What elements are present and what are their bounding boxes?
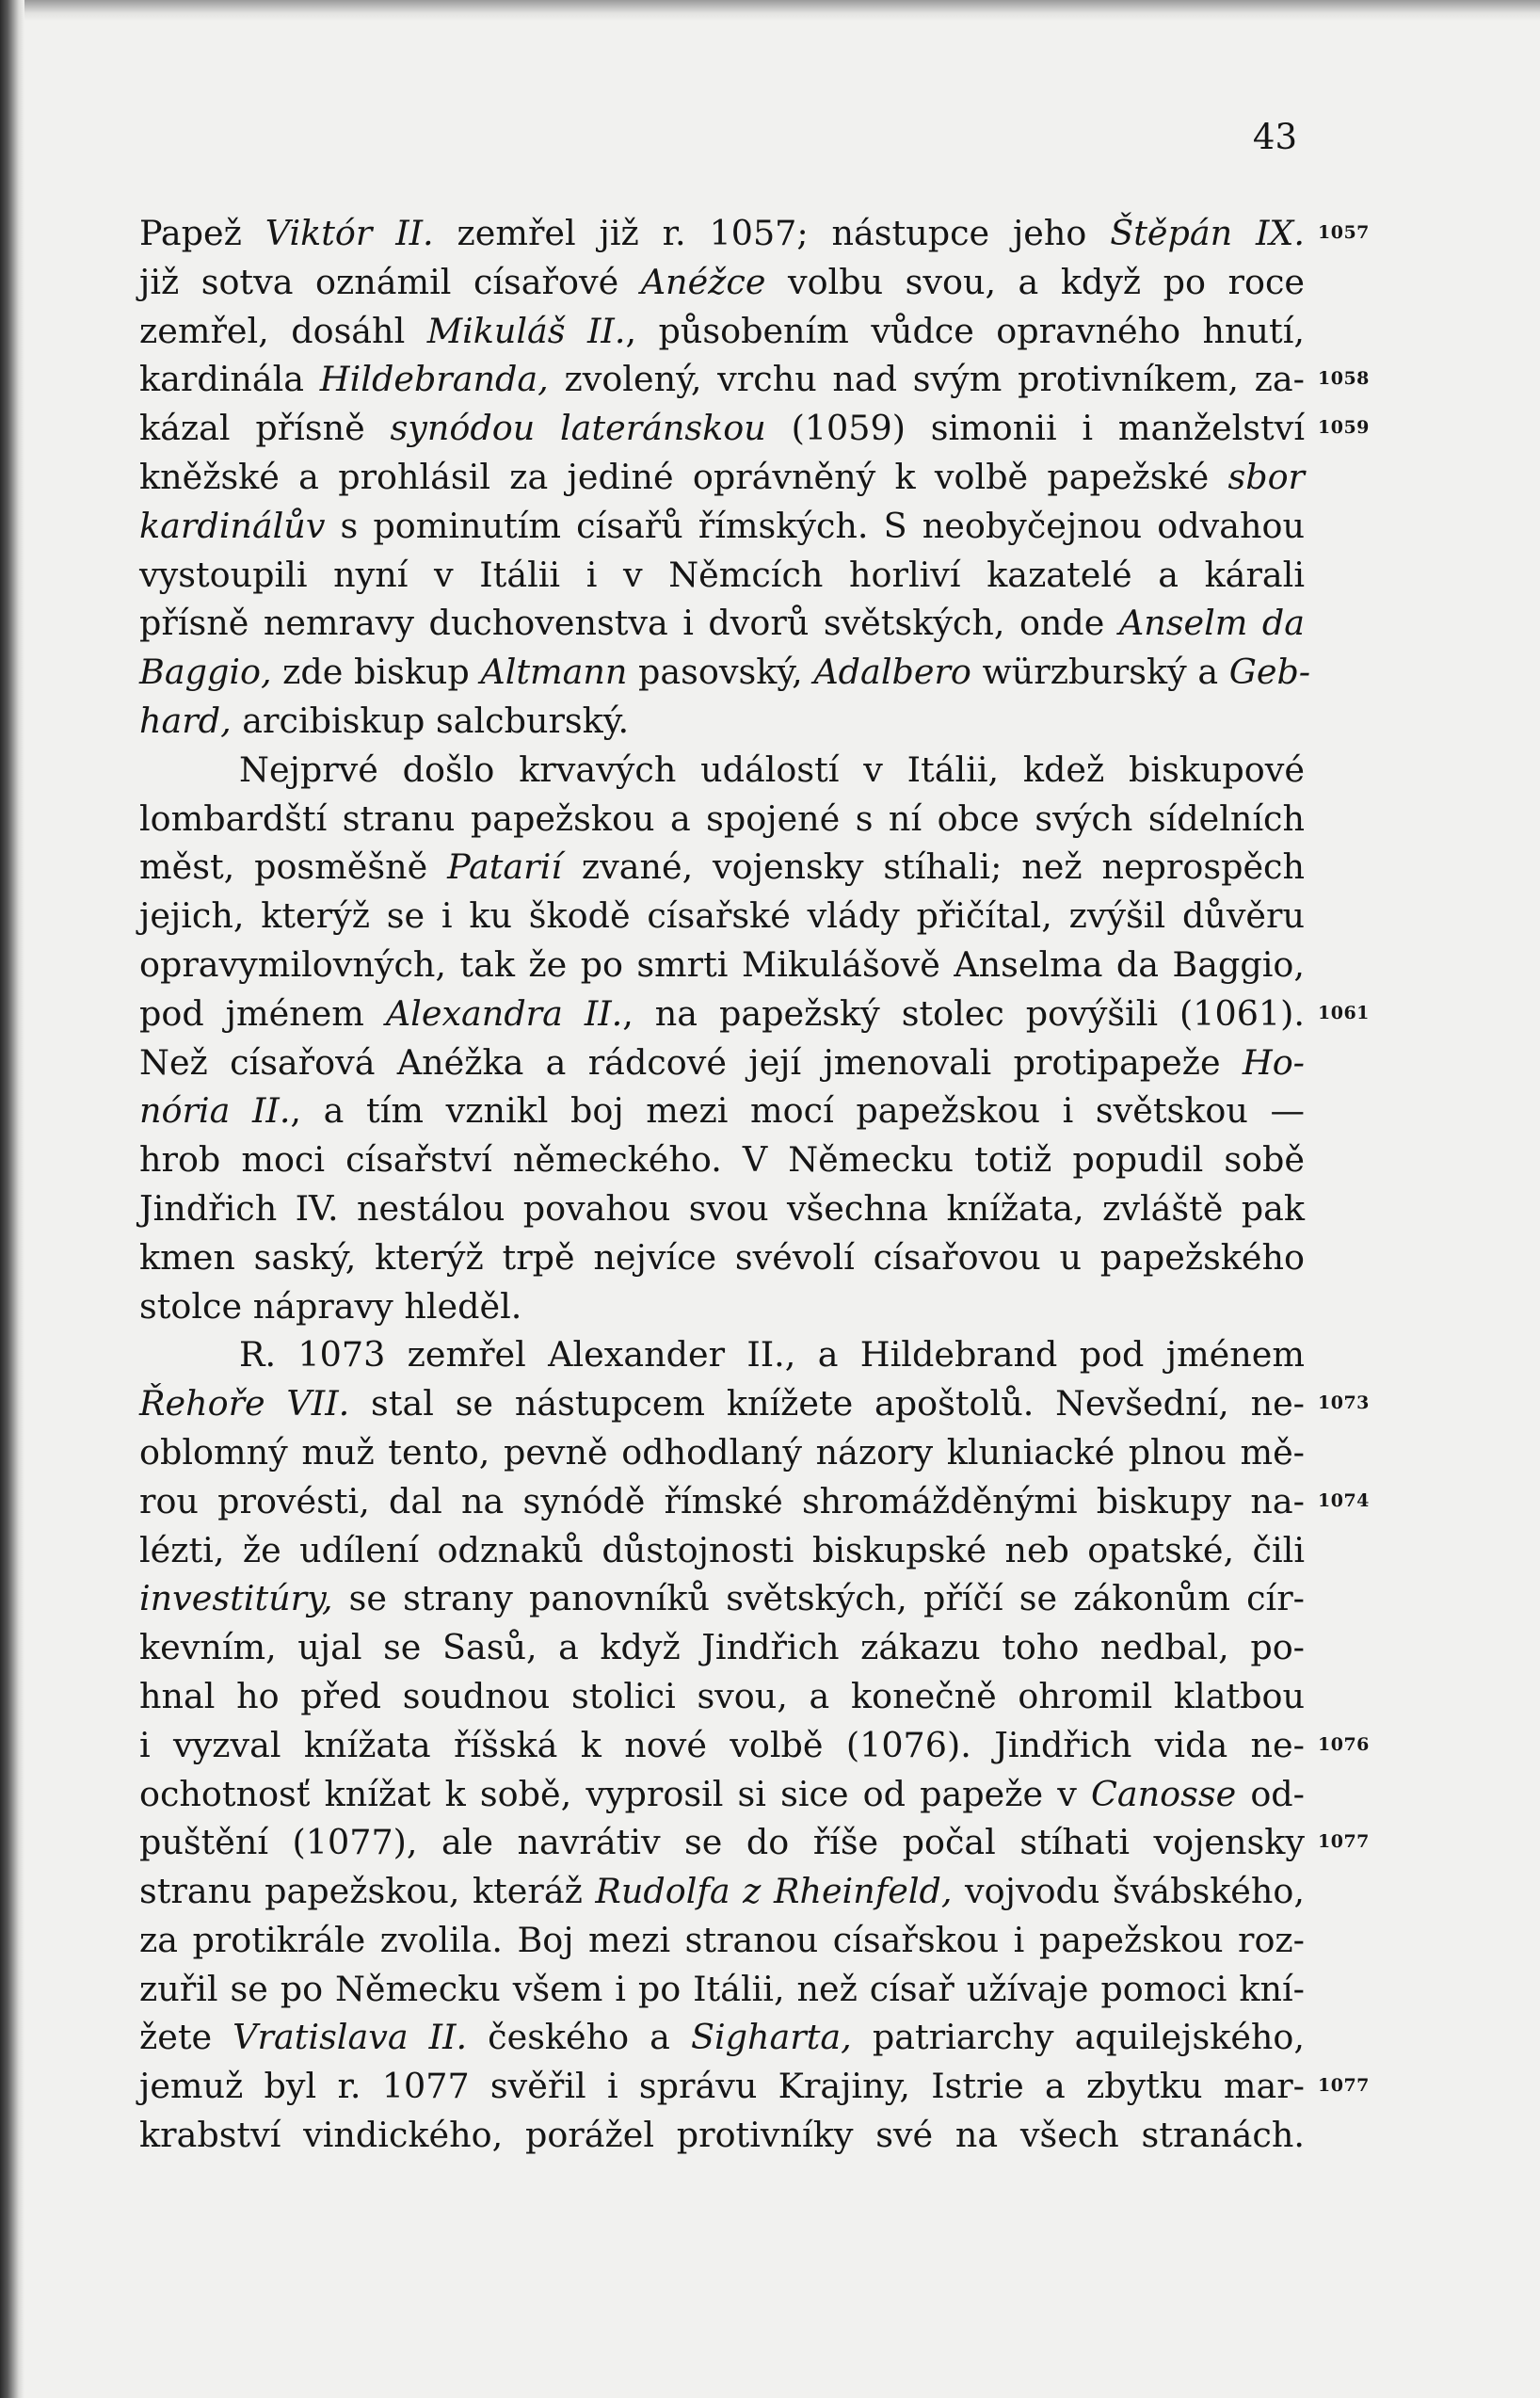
text-run: za protikrále zvolila. Boj mezi stranou císařskou i papežskou roz- [139,1919,1305,1960]
margin-year-note: 1077 [1318,2075,1370,2097]
text-run: kněžské a prohlásil za jediné oprávněný k volbě papežské [139,456,1228,497]
italic-name: Mikuláš II. [426,310,626,351]
text-run: opravymilovných, tak že po smrti Mikulášově Anselma da Baggio, [139,943,1305,985]
text-line [139,941,1305,990]
italic-name: Viktór II. [265,213,434,253]
page-edge-top [0,0,1540,21]
text-line [139,1574,1305,1623]
text-run: Nejprvé došlo krvavých událostí v Itálii, kdež biskupové [239,748,1305,790]
margin-year-note: 1057 [1318,222,1370,243]
text-line [139,1038,1305,1087]
text-run: měst, posměšně [139,846,448,888]
text-line [139,2013,1305,2062]
margin-year-note: 1076 [1318,1733,1370,1755]
text-run: zuřil se po Německu všem i po Itálii, než císař užívaje pomoci kní- [139,1968,1305,2009]
margin-year-note: 1074 [1318,1489,1370,1511]
italic-name: hard, [139,700,232,741]
text-run: Než císařová Anéžka a rádcové její jmenovali protipapeže [139,1041,1243,1083]
text-run: kardinála [139,359,320,400]
italic-name: investitúry, [139,1578,333,1619]
italic-name: Vratislava II. [233,2017,468,2058]
text-line [139,1623,1305,1672]
italic-name: Alexandra II. [385,992,623,1034]
text-line [139,1867,1305,1916]
text-run: žete [139,2017,233,2058]
italic-name: kardinálův [139,505,326,546]
text-line [139,1282,1305,1331]
text-run: , a tím vznikl boj mezi mocí papežskou i světskou — [290,1090,1305,1132]
text-line [139,1916,1305,1965]
text-run: i vyzval knížata říšská k nové volbě (1076). Jindřich vida ne- [139,1724,1305,1765]
text-run: již sotva oznámil císařové [139,261,641,302]
text-run: zemřel, dosáhl [139,310,427,351]
text-run: lézti, že udílení odznaků důstojnosti biskupské neb opatské, čili [139,1529,1305,1570]
text-run: stranu papežskou, kteráž [139,1871,596,1912]
italic-name: Řehoře VII. [139,1383,350,1424]
text-line [139,2062,1305,2111]
text-line [139,746,1305,795]
italic-name: Baggio, [139,652,272,693]
text-run: Jindřich IV. nestálou povahou svou všechna knížata, zvláště pak [139,1187,1305,1229]
text-run: se strany panovníků světských, příčí se zákonům cír- [332,1578,1305,1619]
text-line [139,453,1305,502]
italic-name: Geb- [1228,652,1311,693]
text-run: ochotnosť knížat k sobě, vyprosil si sice od papeže v [139,1773,1091,1814]
text-run: würzburský a [971,652,1229,693]
text-line [139,1233,1305,1282]
text-run: kmen saský, kterýž trpě nejvíce svévolí císařovou u papežského [139,1236,1305,1278]
text-run: stal se nástupcem knížete apoštolů. Nevšední, ne- [349,1383,1306,1424]
text-run: vojvodu švábského, [952,1871,1305,1912]
italic-name: Anéžce [640,261,766,302]
text-line [139,258,1305,307]
margin-year-note: 1073 [1318,1392,1370,1414]
italic-name: nória II. [139,1090,291,1132]
text-run: krabství vindického, porážel protivníky své na všech stranách. [139,2115,1305,2156]
text-run: (1059) simonii i manželství [765,408,1305,449]
italic-name: Adalbero [813,652,971,693]
text-run: vystoupili nyní v Itálii i v Němcích horliví kazatelé a kárali [139,554,1305,595]
text-line [139,209,1305,258]
italic-name: Altmann [480,652,628,693]
text-run: lombardští stranu papežskou a spojené s ní obce svých sídelních [139,797,1305,839]
italic-name: sbor [1227,456,1305,497]
text-line [139,892,1305,941]
text-run: od- [1236,1773,1305,1814]
text-line [139,990,1305,1038]
text-line [139,795,1305,844]
text-line [139,1965,1305,2014]
text-run: patriarchy aquilejského, [851,2017,1306,2058]
text-line [139,307,1305,356]
text-line [139,1526,1305,1575]
body-text [139,209,1311,2160]
text-line [139,843,1305,892]
text-line [139,1330,1305,1379]
text-run: kevním, ujal se Sasů, a když Jindřich zákazu toho nedbal, po- [139,1627,1305,1668]
text-run: hrob moci císařství německého. V Německu totiž popudil sobě [139,1139,1305,1181]
text-run: volbu svou, a když po roce [765,261,1305,302]
text-line [139,697,1305,746]
text-line [139,404,1305,453]
margin-year-note: 1061 [1318,1002,1370,1023]
text-run: R. 1073 zemřel Alexander II., a Hildebrand pod jménem [239,1334,1305,1376]
margin-year-note: 1059 [1318,417,1370,439]
text-line [139,551,1305,600]
page-number: 43 [1252,117,1297,157]
text-line [139,648,1311,697]
text-run: jemuž byl r. 1077 svěřil i správu Krajiny, Istrie a zbytku mar- [139,2066,1305,2107]
text-run: zde biskup [271,652,481,693]
text-run: stolce nápravy hleděl. [139,1285,522,1327]
text-run: zemřel již r. 1057; nástupce jeho [433,213,1111,253]
text-run: pasovský, [627,652,814,693]
italic-name: Anselm da [1118,603,1305,644]
text-run: kázal přísně [139,408,391,449]
text-run: arcibiskup salcburský. [231,700,630,741]
text-line [139,1818,1305,1867]
text-run: oblomný muž tento, pevně odhodlaný názory kluniacké plnou mě- [139,1431,1305,1473]
italic-name: Štěpán IX. [1110,213,1306,253]
margin-year-note: 1077 [1318,1831,1370,1853]
page-edge-left [0,0,24,2398]
text-run: , na papežský stolec povýšili (1061). [622,992,1305,1034]
italic-name: Hildebranda, [319,359,549,400]
italic-name: Sigharta, [690,2017,852,2058]
margin-year-note: 1058 [1318,368,1370,390]
text-run: jejich, kterýž se i ku škodě císařské vlády přičítal, zvýšil důvěru [139,895,1305,937]
text-line [139,355,1305,404]
italic-name: Rudolfa z Rheinfeld, [595,1871,953,1912]
text-line [139,1477,1305,1526]
text-run: Papež [139,213,265,253]
text-line [139,1721,1305,1770]
text-line [139,1184,1305,1233]
italic-name: Patarií [447,846,562,888]
text-run: zvolený, vrchu nad svým protivníkem, za- [548,359,1305,400]
text-line [139,1379,1305,1428]
text-run: s pominutím císařů římských. S neobyčejnou odvahou [325,505,1305,546]
text-run: puštění (1077), ale navrátiv se do říše počal stíhati vojensky [139,1822,1305,1863]
italic-name: Ho- [1242,1041,1305,1083]
text-run: českého a [467,2017,691,2058]
text-line [139,1135,1305,1184]
text-line [139,2111,1305,2160]
text-run: , působením vůdce opravného hnutí, [625,310,1305,351]
text-line [139,1770,1305,1819]
italic-name: Canosse [1090,1773,1237,1814]
text-run: přísně nemravy duchovenstva i dvorů světských, onde [139,603,1119,644]
italic-name: synódou lateránskou [390,408,766,449]
text-line [139,502,1305,551]
text-line [139,1672,1305,1721]
text-line [139,1428,1305,1477]
text-run: hnal ho před soudnou stolici svou, a konečně ohromil klatbou [139,1675,1305,1716]
text-run: pod jménem [139,992,386,1034]
text-line [139,1086,1305,1135]
text-line [139,599,1305,648]
text-run: zvané, vojensky stíhali; než neprospěch [561,846,1305,888]
text-run: rou provésti, dal na synódě římské shromážděnými biskupy na- [139,1480,1305,1521]
